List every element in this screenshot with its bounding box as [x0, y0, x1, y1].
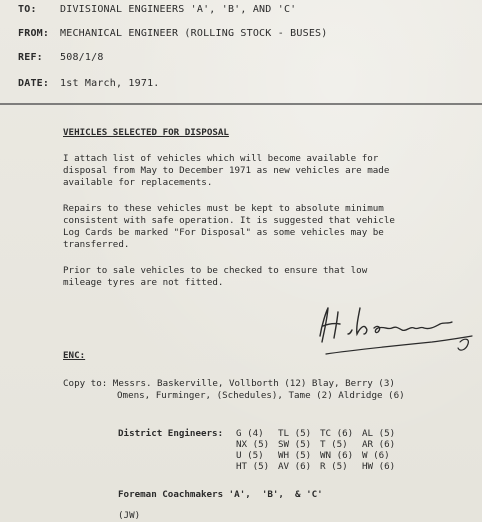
to-row	[18, 4, 296, 18]
to-value: DIVISIONAL ENGINEERS 'A', 'B', AND 'C'	[60, 4, 297, 15]
date-row	[18, 78, 160, 92]
from-label: FROM:	[18, 28, 50, 39]
district-cell: TL (5)	[278, 428, 312, 439]
ref-label: REF:	[18, 52, 43, 63]
ref-value: 508/1/8	[60, 52, 104, 63]
district-row	[236, 450, 404, 461]
district-cell: R (5)	[320, 461, 348, 472]
from-value: MECHANICAL ENGINEER (ROLLING STOCK - BUSES)	[60, 28, 328, 39]
district-cell: WH (5)	[278, 450, 312, 461]
district-cell: AL (5)	[362, 428, 396, 439]
district-engineers-label: District Engineers:	[118, 428, 224, 439]
district-row	[236, 428, 404, 439]
foreman-coachmakers: Foreman Coachmakers 'A', 'B', & 'C'	[118, 489, 323, 500]
signature-icon	[312, 298, 482, 368]
date-value: 1st March, 1971.	[60, 78, 160, 89]
district-cell: NX (5)	[236, 439, 270, 450]
enclosure-label: ENC:	[63, 350, 86, 361]
district-grid	[236, 428, 404, 472]
district-cell: T (5)	[320, 439, 348, 450]
ref-row	[18, 52, 104, 66]
copy-to-line-2: Omens, Furminger, (Schedules), Tame (2) Aldridge (6)	[117, 390, 405, 401]
memo-paragraph-2: Repairs to these vehicles must be kept to absolute minimum consistent with safe operation. It is suggested that vehicle Log Cards be marked "For Disposal" as some vehicles may be transferred.	[63, 203, 395, 250]
from-row	[18, 28, 327, 42]
district-cell: HT (5)	[236, 461, 270, 472]
district-cell: WN (6)	[320, 450, 354, 461]
memo-paragraph-1: I attach list of vehicles which will become available for disposal from May to December 1971 as new vehicles are made available for replacements.	[63, 153, 390, 188]
district-cell: AV (6)	[278, 461, 312, 472]
copy-to-line-1: Copy to: Messrs. Baskerville, Vollborth (12) Blay, Berry (3)	[63, 378, 395, 389]
district-cell: HW (6)	[362, 461, 396, 472]
district-row	[236, 439, 404, 450]
district-cell: W (6)	[362, 450, 390, 461]
memo-subject: VEHICLES SELECTED FOR DISPOSAL	[63, 127, 229, 138]
to-label: TO:	[18, 4, 37, 15]
district-cell: AR (6)	[362, 439, 396, 450]
district-cell: TC (6)	[320, 428, 354, 439]
date-label: DATE:	[18, 78, 50, 89]
header-divider	[0, 103, 482, 105]
district-cell: U (5)	[236, 450, 264, 461]
district-row	[236, 461, 404, 472]
district-cell: SW (5)	[278, 439, 312, 450]
memo-paragraph-3: Prior to sale vehicles to be checked to ensure that low mileage tyres are not fitted.	[63, 265, 368, 288]
initials: (JW)	[118, 510, 141, 521]
district-cell: G (4)	[236, 428, 264, 439]
